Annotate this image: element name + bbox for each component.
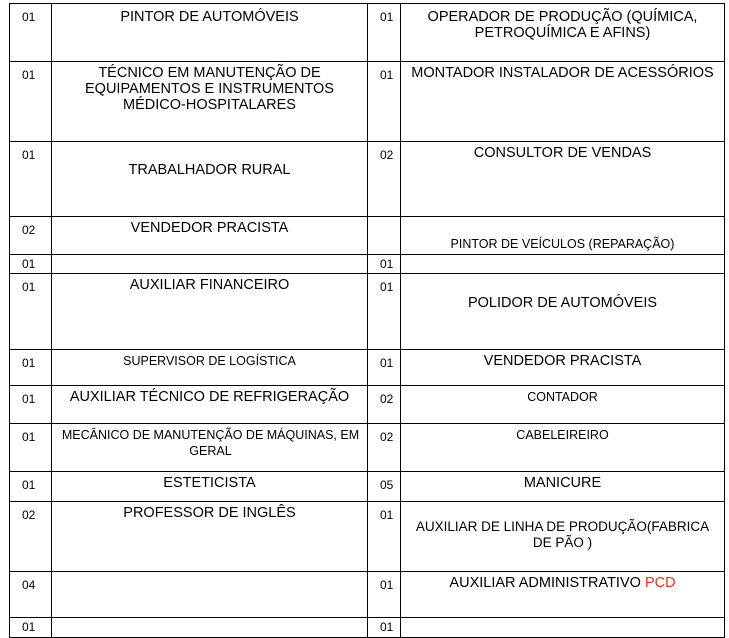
right-job-title: VENDEDOR PRACISTA [401,350,725,386]
left-job-title: MECÂNICO DE MANUTENÇÃO DE MÁQUINAS, EM GERAL [52,424,368,472]
left-quantity: 01 [10,255,52,274]
left-quantity: 01 [10,142,52,217]
left-job-title: PINTOR DE AUTOMÓVEIS [52,4,368,62]
left-quantity: 01 [10,62,52,142]
left-job-title: TRABALHADOR RURAL [52,142,368,217]
right-quantity: 01 [368,502,401,572]
table-row [10,386,725,424]
right-quantity: 01 [368,618,401,638]
right-quantity: 01 [368,572,401,618]
left-job-title: SUPERVISOR DE LOGÍSTICA [52,350,368,386]
left-job-title: TÉCNICO EM MANUTENÇÃO DE EQUIPAMENTOS E INSTRUMENTOS MÉDICO-HOSPITALARES [52,62,368,142]
table-row [10,502,725,572]
left-quantity: 02 [10,502,52,572]
right-quantity: 01 [368,274,401,350]
left-job-title: PROFESSOR DE INGLÊS [52,502,368,572]
left-job-title: AUXILIAR FINANCEIRO [52,274,368,350]
left-quantity: 01 [10,618,52,638]
right-job-title: MONTADOR INSTALADOR DE ACESSÓRIOS [401,62,725,142]
left-quantity: 01 [10,4,52,62]
right-quantity [368,217,401,255]
right-job-title: POLIDOR DE AUTOMÓVEIS [401,274,725,350]
left-quantity: 01 [10,350,52,386]
right-quantity: 01 [368,4,401,62]
right-quantity: 02 [368,424,401,472]
table-row [10,274,725,350]
right-job-title [401,255,725,274]
left-job-title: AUXILIAR TÉCNICO DE REFRIGERAÇÃO [52,386,368,424]
right-job-title: CABELEIREIRO [401,424,725,472]
table-row [10,472,725,502]
table-row [10,350,725,386]
left-job-title: VENDEDOR PRACISTA [52,217,368,255]
right-quantity: 05 [368,472,401,502]
left-quantity: 01 [10,386,52,424]
left-quantity: 04 [10,572,52,618]
table-row [10,142,725,217]
right-job-title: PINTOR DE VEÍCULOS (REPARAÇÃO) [401,217,725,255]
job-openings-table [9,3,725,638]
table-row [10,255,725,274]
table-row [10,217,725,255]
table-row [10,62,725,142]
right-job-title: CONTADOR [401,386,725,424]
right-quantity: 01 [368,350,401,386]
table-row [10,424,725,472]
right-job-cell [401,572,725,618]
left-quantity: 01 [10,424,52,472]
left-quantity: 02 [10,217,52,255]
table-row [10,618,725,638]
left-job-title [52,255,368,274]
left-quantity: 01 [10,274,52,350]
right-quantity: 02 [368,386,401,424]
right-job-title: AUXILIAR DE LINHA DE PRODUÇÃO(FABRICA DE PÃO ) [401,502,725,572]
right-quantity: 02 [368,142,401,217]
left-job-title [52,618,368,638]
right-job-title: AUXILIAR ADMINISTRATIVO [449,575,641,591]
left-job-title: ESTETICISTA [52,472,368,502]
right-quantity: 01 [368,62,401,142]
right-job-title: MANICURE [401,472,725,502]
right-job-title [401,618,725,638]
table-row [10,4,725,62]
right-job-title: OPERADOR DE PRODUÇÃO (QUÍMICA, PETROQUÍMICA E AFINS) [401,4,725,62]
pcd-tag: PCD [644,575,676,591]
right-job-title: CONSULTOR DE VENDAS [401,142,725,217]
right-quantity: 01 [368,255,401,274]
left-job-title [52,572,368,618]
left-quantity: 01 [10,472,52,502]
table-row [10,572,725,618]
